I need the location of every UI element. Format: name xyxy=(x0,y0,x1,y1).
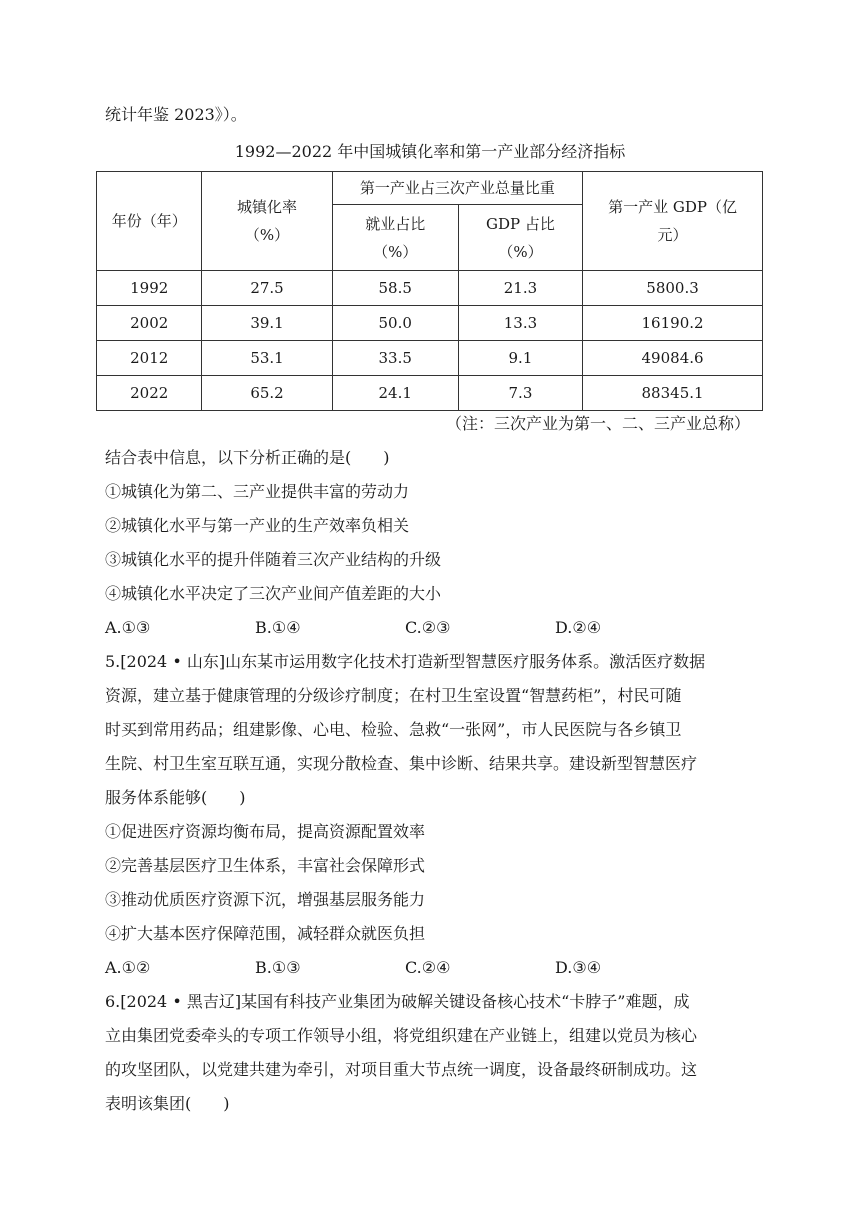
q5-line-1: 5.[2024 • 山东]山东某市运用数字化技术打造新型智慧医疗服务体系。激活医疗数据 xyxy=(105,652,706,671)
q6-line-3: 的攻坚团队，以党建共建为牵引，对项目重大节点统一调度，设备最终研制成功。这 xyxy=(105,1060,698,1079)
cell-primary: 16190.2 xyxy=(583,306,763,341)
q6-line-2: 立由集团党委牵头的专项工作领导小组，将党组织建在产业链上，组建以党员为核心 xyxy=(105,1026,698,1045)
q5-option-c: C.②④ xyxy=(405,958,451,977)
header-gdp-line2: （%） xyxy=(498,242,543,261)
header-employment xyxy=(332,205,458,271)
cell-urban: 65.2 xyxy=(202,376,332,411)
cell-emp: 33.5 xyxy=(332,341,458,376)
header-gdp-share xyxy=(458,205,582,271)
q5-item-4: ④扩大基本医疗保障范围，减轻群众就医负担 xyxy=(105,924,426,943)
q4-options xyxy=(105,617,705,639)
cell-urban: 27.5 xyxy=(202,271,332,306)
cell-gdp: 7.3 xyxy=(458,376,582,411)
header-urban-line1: 城镇化率 xyxy=(237,198,298,216)
header-emp-line1: 就业占比 xyxy=(365,214,426,233)
q5-line-2: 资源，建立基于健康管理的分级诊疗制度；在村卫生室设置“智慧药柜”，村民可随 xyxy=(105,686,682,705)
cell-primary: 49084.6 xyxy=(583,341,763,376)
q4-option-c: C.②③ xyxy=(405,618,451,637)
table-caption: 1992—2022 年中国城镇化率和第一产业部分经济指标 xyxy=(234,142,626,161)
cell-year: 2012 xyxy=(97,341,202,376)
q5-item-1: ①促进医疗资源均衡布局，提高资源配置效率 xyxy=(105,822,426,841)
cell-emp: 50.0 xyxy=(332,306,458,341)
header-primary-line2: 元） xyxy=(657,226,688,244)
q4-item-1: ①城镇化为第二、三产业提供丰富的劳动力 xyxy=(105,482,410,501)
header-urban-line2: （%） xyxy=(244,226,290,244)
q4-item-4: ④城镇化水平决定了三次产业间产值差距的大小 xyxy=(105,584,442,603)
table-row xyxy=(97,271,763,306)
q5-item-2: ②完善基层医疗卫生体系，丰富社会保障形式 xyxy=(105,856,426,875)
cell-urban: 53.1 xyxy=(202,341,332,376)
cell-emp: 58.5 xyxy=(332,271,458,306)
cell-year: 2002 xyxy=(97,306,202,341)
q5-option-a: A.①② xyxy=(105,958,151,977)
header-line: 统计年鉴 2023》）。 xyxy=(105,105,247,124)
q6-line-4: 表明该集团( ) xyxy=(105,1094,230,1113)
cell-primary: 88345.1 xyxy=(583,376,763,411)
cell-year: 2022 xyxy=(97,376,202,411)
q5-option-d: D.③④ xyxy=(555,958,602,977)
q5-line-5: 服务体系能够( ) xyxy=(105,788,246,807)
q5-line-4: 生院、村卫生室互联互通，实现分散检查、集中诊断、结果共享。建设新型智慧医疗 xyxy=(105,754,698,773)
q4-item-3: ③城镇化水平的提升伴随着三次产业结构的升级 xyxy=(105,550,442,569)
cell-emp: 24.1 xyxy=(332,376,458,411)
q4-item-2: ②城镇化水平与第一产业的生产效率负相关 xyxy=(105,516,410,535)
table-row xyxy=(97,306,763,341)
cell-gdp: 9.1 xyxy=(458,341,582,376)
q5-item-3: ③推动优质医疗资源下沉，增强基层服务能力 xyxy=(105,890,426,909)
q4-option-a: A.①③ xyxy=(105,618,151,637)
header-year: 年份（年） xyxy=(97,172,202,271)
q5-line-3: 时买到常用药品；组建影像、心电、检验、急救“一张网”，市人民医院与各乡镇卫 xyxy=(105,720,682,739)
header-emp-line2: （%） xyxy=(373,242,418,261)
table-row xyxy=(97,376,763,411)
q4-option-b: B.①④ xyxy=(255,618,301,637)
header-group: 第一产业占三次产业总量比重 xyxy=(332,172,582,205)
q4-stem: 结合表中信息，以下分析正确的是( ) xyxy=(105,448,390,467)
cell-gdp: 21.3 xyxy=(458,271,582,306)
q5-option-b: B.①③ xyxy=(255,958,301,977)
cell-year: 1992 xyxy=(97,271,202,306)
cell-gdp: 13.3 xyxy=(458,306,582,341)
cell-primary: 5800.3 xyxy=(583,271,763,306)
header-primary-line1: 第一产业 GDP（亿 xyxy=(608,198,737,216)
cell-urban: 39.1 xyxy=(202,306,332,341)
q5-options xyxy=(105,957,705,979)
data-table xyxy=(96,171,763,411)
header-urban xyxy=(202,172,332,271)
table-note: （注：三次产业为第一、二、三产业总称） xyxy=(445,414,750,433)
q6-line-1: 6.[2024 • 黑吉辽]某国有科技产业集团为破解关键设备核心技术“卡脖子”难题，成 xyxy=(105,992,690,1011)
header-primary-gdp xyxy=(583,172,763,271)
q4-option-d: D.②④ xyxy=(555,618,602,637)
header-gdp-line1: GDP 占比 xyxy=(486,214,555,233)
table-row xyxy=(97,341,763,376)
